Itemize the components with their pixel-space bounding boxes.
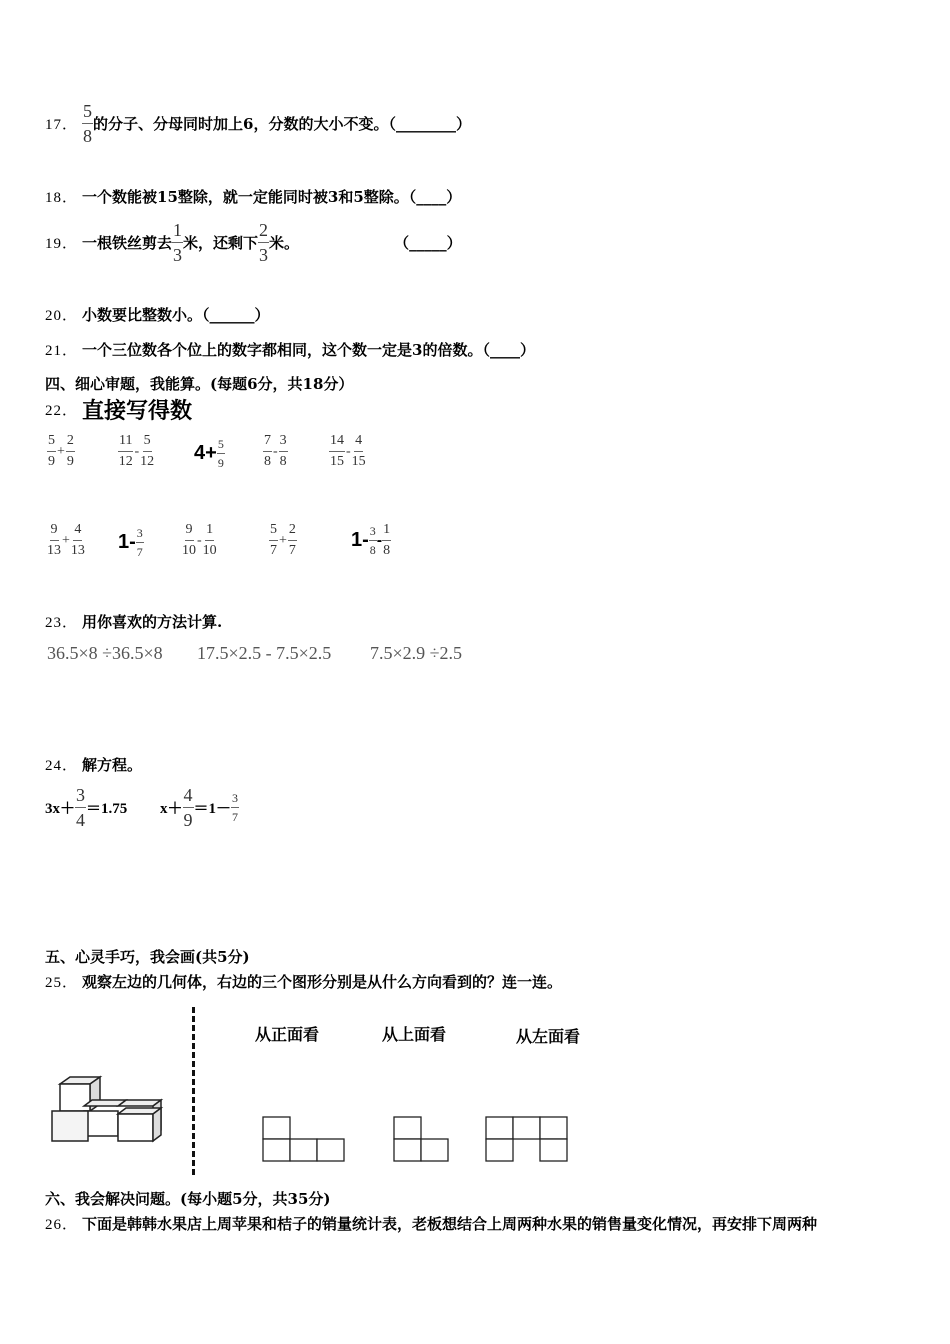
question-number: 26． — [45, 1217, 79, 1233]
answer-blank: （_____） — [394, 234, 462, 252]
calc-item: $\frac{7}{8}$ - $\frac{3}{8}$ — [264, 433, 287, 469]
view-shape-1 — [262, 1116, 346, 1164]
calc-item: $\frac{9}{13}$ + $\frac{4}{13}$ — [47, 522, 85, 558]
calc-item: 4+ $\frac{5}{9}$ — [194, 437, 224, 470]
question-21 — [45, 339, 535, 360]
question-20 — [45, 304, 270, 325]
question-title: 直接写得数 — [82, 399, 193, 424]
question-number: 25． — [45, 975, 79, 991]
section-heading: 五、心灵手巧，我会画(共5分) — [45, 948, 250, 966]
question-number: 17． — [45, 117, 79, 133]
question-text: 下面是韩韩水果店上周苹果和桔子的销量统计表，老板想结合上周两种水果的销售量变化情况，再安排下周两种 — [82, 1215, 818, 1233]
question-18 — [45, 186, 461, 207]
question-number: 20． — [45, 308, 79, 324]
fraction: $\frac{2}{3}$ — [259, 220, 269, 265]
calc-item: $\frac{9}{10}$ - $\frac{1}{10}$ — [182, 522, 217, 558]
section-heading: 四、细心审题，我能算。(每题6分，共18分） — [45, 375, 354, 393]
calc-item: 1- $\frac{3}{8}$ - $\frac{1}{8}$ — [351, 522, 391, 558]
view-label-top: 从上面看 — [382, 1025, 447, 1044]
calc-item: $\frac{5}{7}$ + $\frac{2}{7}$ — [270, 522, 296, 558]
question-number: 18． — [45, 190, 79, 206]
question-25 — [45, 971, 562, 992]
question-text: 用你喜欢的方法计算. — [82, 613, 223, 631]
question-19: 19． 一根铁丝剪去 $\frac{1}{3}$ 米，还剩下 $\frac{2}{3}$ 米。 （_____） — [45, 220, 462, 265]
question-number: 19． — [45, 236, 79, 252]
question-number: 24． — [45, 758, 79, 774]
question-number: 22． — [45, 403, 79, 419]
question-text: 观察左边的几何体，右边的三个图形分别是从什么方向看到的？连一连。 — [82, 973, 563, 991]
calc-item: $\frac{14}{15}$ - $\frac{4}{15}$ — [330, 433, 366, 469]
section-heading: 六、我会解决问题。(每小题5分，共35分) — [45, 1190, 331, 1208]
question-text: 一个数能被15整除，就一定能同时被3和5整除。（____） — [82, 188, 462, 206]
cube-solid-figure — [48, 1074, 168, 1146]
calc-expression: 17.5×2.5 - 7.5×2.5 — [197, 643, 332, 663]
view-label-left: 从左面看 — [516, 1027, 581, 1046]
question-number: 21． — [45, 343, 79, 359]
view-shape-2 — [393, 1116, 451, 1164]
fraction: $\frac{5}{8}$ — [83, 101, 93, 146]
question-22 — [45, 394, 192, 425]
question-number: 23． — [45, 615, 79, 631]
question-text: 的分子、分母同时加上6，分数的大小不变。（________） — [93, 115, 471, 133]
view-shape-3 — [485, 1116, 569, 1164]
question-text: 一根铁丝剪去 — [82, 234, 173, 252]
question-text: 一个三位数各个位上的数字都相同，这个数一定是3的倍数。（____） — [82, 341, 535, 359]
question-17 — [45, 102, 471, 145]
calc-expression: 36.5×8 ÷36.5×8 — [47, 643, 163, 663]
question-text: 解方程。 — [82, 756, 143, 774]
question-23 — [45, 611, 222, 632]
equation-2: x＋ $\frac{4}{9}$ ＝1－ $\frac{3}{7}$ — [160, 785, 239, 830]
dashed-divider — [192, 1007, 195, 1175]
question-26 — [45, 1213, 817, 1234]
fraction: $\frac{1}{3}$ — [173, 220, 183, 265]
question-24 — [45, 754, 142, 775]
question-text: 小数要比整数小。（______） — [82, 306, 270, 324]
calc-item: 1- $\frac{3}{7}$ — [118, 526, 143, 559]
calc-item: $\frac{11}{12}$ - $\frac{5}{12}$ — [118, 433, 155, 469]
calc-item: $\frac{5}{9}$ + $\frac{2}{9}$ — [48, 433, 74, 469]
equation-1: 3x＋ $\frac{3}{4}$ ＝1.75 — [45, 785, 128, 830]
view-label-front: 从正面看 — [255, 1025, 320, 1044]
calc-expression: 7.5×2.9 ÷2.5 — [370, 643, 463, 663]
